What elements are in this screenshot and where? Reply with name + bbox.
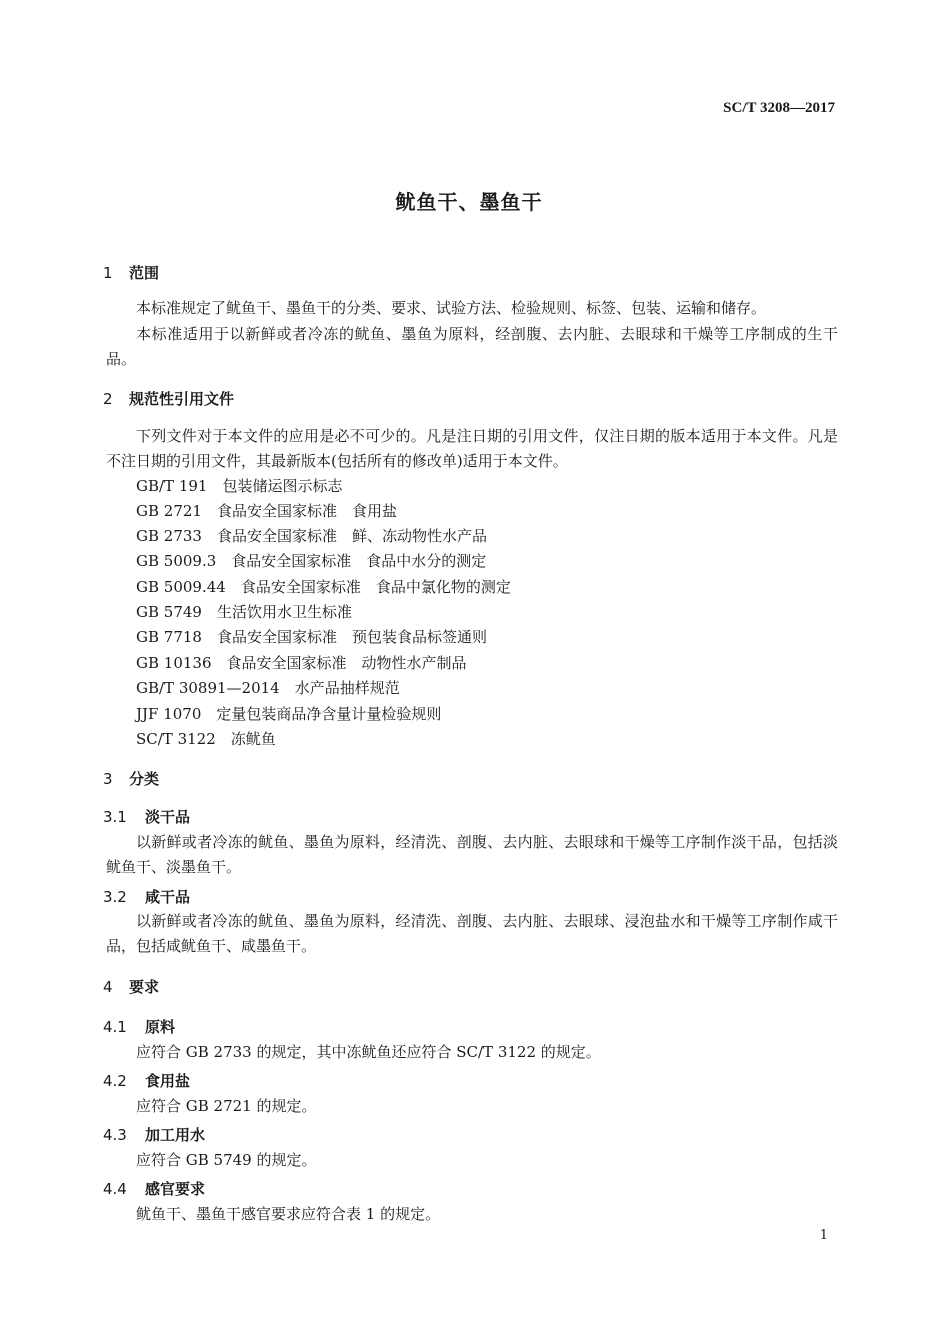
subsection-number: 4.1 — [103, 1018, 127, 1036]
reference-name: 食品安全国家标准 食品中氯化物的测定 — [240, 578, 511, 596]
reference-code: GB 5009.3 — [136, 552, 217, 570]
reference-name: 食品安全国家标准 预包装食品标签通则 — [216, 628, 487, 646]
reference-code: GB 10136 — [136, 654, 212, 672]
subsection-number: 4.3 — [103, 1126, 127, 1144]
section-title: 要求 — [129, 978, 160, 996]
page-number: 1 — [819, 1228, 828, 1243]
subsection-3-1-text: 以新鲜或者冷冻的鱿鱼、墨鱼为原料，经清洗、剖腹、去内脏、去眼球和干燥等工序制作淡干品，包括淡鱿鱼干、淡墨鱼干。 — [106, 833, 838, 876]
reference-item — [136, 677, 400, 698]
reference-name: 食品安全国家标准 食品中水分的测定 — [231, 552, 487, 570]
subsection-4-1-heading — [103, 1016, 175, 1037]
section-2-heading — [103, 388, 234, 409]
subsection-4-3-heading — [103, 1124, 205, 1145]
reference-name: 水产品抽样规范 — [294, 679, 400, 697]
reference-name: 包装储运图示标志 — [222, 477, 343, 495]
reference-code: GB 7718 — [136, 628, 202, 646]
reference-item — [136, 576, 511, 597]
subsection-title: 原料 — [145, 1018, 176, 1036]
section-title: 规范性引用文件 — [129, 390, 235, 408]
reference-name: 冻鱿鱼 — [230, 730, 276, 748]
reference-code: SC/T 3122 — [136, 730, 216, 748]
scope-paragraph-2: 本标准适用于以新鲜或者冷冻的鱿鱼、墨鱼为原料，经剖腹、去内脏、去眼球和干燥等工序制成的生干品。 — [106, 325, 838, 368]
standard-number: SC/T 3208—2017 — [723, 100, 835, 116]
reference-code: GB 5009.44 — [136, 578, 226, 596]
subsection-title: 食用盐 — [145, 1072, 191, 1090]
reference-item — [136, 626, 487, 647]
page-title: 鱿鱼干、墨鱼干 — [395, 190, 543, 214]
subsection-number: 4.4 — [103, 1180, 127, 1198]
reference-item — [136, 475, 343, 496]
reference-code: GB 2733 — [136, 527, 202, 545]
reference-item — [136, 525, 487, 546]
scope-paragraph-1: 本标准规定了鱿鱼干、墨鱼干的分类、要求、试验方法、检验规则、标签、包装、运输和储存。 — [136, 299, 767, 317]
section-4-heading — [103, 976, 159, 997]
reference-item — [136, 728, 276, 749]
section-title: 范围 — [129, 264, 160, 282]
subsection-number: 4.2 — [103, 1072, 127, 1090]
subsection-title: 淡干品 — [145, 808, 191, 826]
subsection-title: 感官要求 — [145, 1180, 206, 1198]
reference-code: JJF 1070 — [136, 705, 202, 723]
reference-name: 定量包装商品净含量计量检验规则 — [216, 705, 442, 723]
reference-item — [136, 500, 397, 521]
subsection-4-1-text: 应符合 GB 2733 的规定，其中冻鱿鱼还应符合 SC/T 3122 的规定。 — [136, 1043, 601, 1061]
reference-name: 生活饮用水卫生标准 — [216, 603, 352, 621]
subsection-title: 咸干品 — [145, 888, 191, 906]
subsection-3-1-heading — [103, 806, 190, 827]
subsection-4-3-text: 应符合 GB 5749 的规定。 — [136, 1151, 317, 1169]
reference-code: GB/T 30891—2014 — [136, 679, 280, 697]
subsection-4-2-heading — [103, 1070, 190, 1091]
section-number: 3 — [103, 770, 113, 788]
section-number: 2 — [103, 390, 113, 408]
subsection-number: 3.1 — [103, 808, 127, 826]
section-title: 分类 — [129, 770, 160, 788]
reference-name: 食品安全国家标准 鲜、冻动物性水产品 — [216, 527, 487, 545]
section-3-heading — [103, 768, 159, 789]
reference-item — [136, 601, 352, 622]
reference-item — [136, 550, 486, 571]
section-1-heading — [103, 262, 159, 283]
subsection-3-2-heading — [103, 886, 190, 907]
subsection-3-2-text: 以新鲜或者冷冻的鱿鱼、墨鱼为原料，经清洗、剖腹、去内脏、去眼球、浸泡盐水和干燥等工序制作咸干品，包括咸鱿鱼干、咸墨鱼干。 — [106, 912, 838, 955]
reference-code: GB 2721 — [136, 502, 202, 520]
reference-name: 食品安全国家标准 食用盐 — [216, 502, 397, 520]
reference-name: 食品安全国家标准 动物性水产制品 — [226, 654, 467, 672]
subsection-4-4-heading — [103, 1178, 205, 1199]
section-number: 1 — [103, 264, 113, 282]
reference-code: GB 5749 — [136, 603, 202, 621]
reference-item — [136, 703, 441, 724]
subsection-title: 加工用水 — [145, 1126, 206, 1144]
subsection-4-4-text: 鱿鱼干、墨鱼干感官要求应符合表 1 的规定。 — [136, 1205, 441, 1223]
normative-intro-paragraph: 下列文件对于本文件的应用是必不可少的。凡是注日期的引用文件，仅注日期的版本适用于本文件。凡是不注日期的引用文件，其最新版本(包括所有的修改单)适用于本文件。 — [106, 427, 838, 470]
subsection-4-2-text: 应符合 GB 2721 的规定。 — [136, 1097, 317, 1115]
section-number: 4 — [103, 978, 113, 996]
subsection-number: 3.2 — [103, 888, 127, 906]
reference-item — [136, 652, 467, 673]
reference-code: GB/T 191 — [136, 477, 208, 495]
